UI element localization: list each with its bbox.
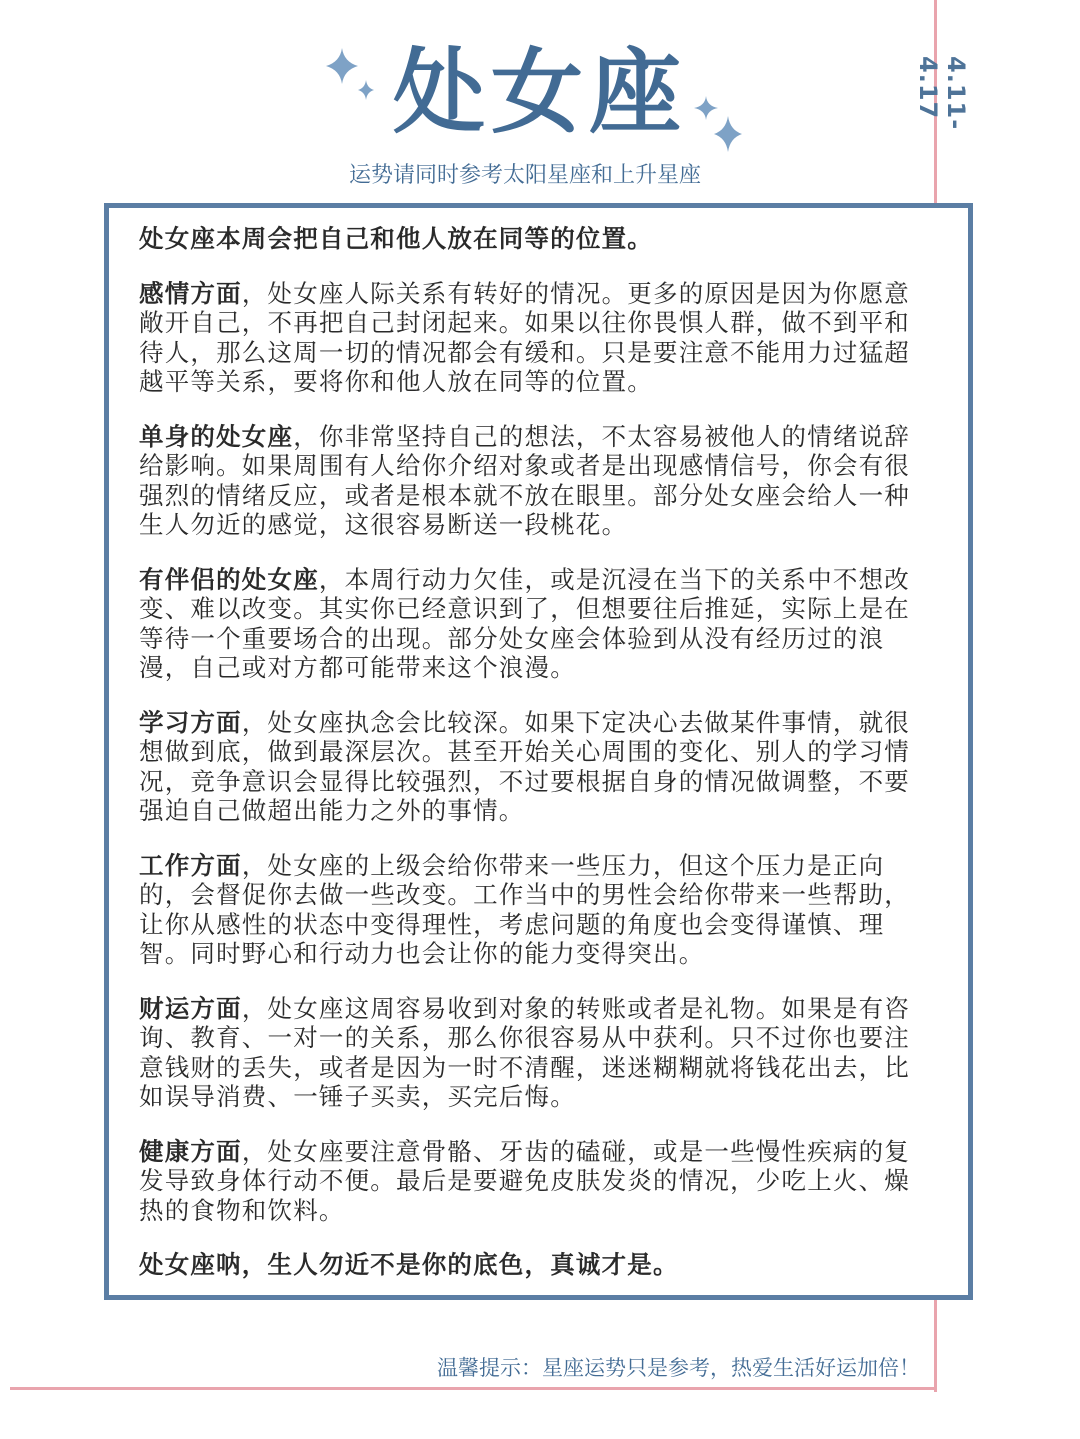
section-heading: 财运方面 xyxy=(139,993,242,1023)
section-text: ，处女座的上级会给你带来一些压力，但这个压力是正向的，会督促你去做一些改变。工作当中的男性会给你带来一些帮助，让你从感性的状态中变得理性，考虑问题的角度也会变得谨慎、理智。同时野心和行动力也会让你的能力变得突出。 xyxy=(139,850,910,968)
section-paragraph xyxy=(139,565,921,683)
section-paragraph xyxy=(139,994,921,1112)
section-text: ，处女座执念会比较深。如果下定决心去做某件事情，就很想做到底，做到最深层次。甚至开始关心周围的变化、别人的学习情况，竞争意识会显得比较强烈，不过要根据自身的情况做调整，不要强迫自己做超出能力之外的事情。 xyxy=(139,707,911,825)
section-text: ，你非常坚持自己的想法，不太容易被他人的情绪说辞给影响。如果周围有人给你介绍对象或者是出现感情信号，你会有很强烈的情绪反应，或者是根本就不放在眼里。部分处女座会给人一种生人勿近的感觉，这很容易断送一段桃花。 xyxy=(139,421,911,539)
section-text: ，处女座人际关系有转好的情况。更多的原因是因为你愿意敞开自己，不再把自己封闭起来。如果以往你畏惧人群，做不到平和待人，那么这周一切的情况都会有缓和。只是要注意不能用力过猛超越平等关系，要将你和他人放在同等的位置。 xyxy=(139,278,911,396)
section-text: ，处女座这周容易收到对象的转账或者是礼物。如果是有咨询、教育、一对一的关系，那么你很容易从中获利。只不过你也要注意钱财的丢失，或者是因为一时不清醒，迷迷糊糊就将钱花出去，比如误导消费、一锤子买卖，买完后悔。 xyxy=(139,993,911,1111)
intro-text: 处女座本周会把自己和他人放在同等的位置。 xyxy=(139,224,653,253)
section-text: ，本周行动力欠佳，或是沉浸在当下的关系中不想改变、难以改变。其实你已经意识到了，但想要往后推延，实际上是在等待一个重要场合的出现。部分处女座会体验到从没有经历过的浪漫，自己或对方都可能带来这个浪漫。 xyxy=(139,564,911,682)
sparkle-icon xyxy=(322,46,382,106)
section-heading: 单身的处女座 xyxy=(139,421,294,451)
section-heading: 学习方面 xyxy=(139,707,242,737)
horoscope-content xyxy=(139,224,921,1305)
section-heading: 感情方面 xyxy=(139,278,242,308)
section-text: ，处女座要注意骨骼、牙齿的磕碰，或是一些慢性疾病的复发导致身体行动不便。最后是要避免皮肤发炎的情况，少吃上火、燥热的食物和饮料。 xyxy=(139,1136,911,1225)
section-paragraph xyxy=(139,1137,921,1226)
closing-text: 处女座呐，生人勿近不是你的底色，真诚才是。 xyxy=(139,1250,679,1279)
section-paragraph xyxy=(139,279,921,397)
date-range: 4.11-4.17 xyxy=(914,56,970,131)
section-paragraph xyxy=(139,851,921,969)
section-heading: 健康方面 xyxy=(139,1136,242,1166)
page-title: 处女座 xyxy=(392,39,687,146)
subtitle: 运势请同时参考太阳星座和上升星座 xyxy=(348,163,701,188)
section-heading: 有伴侣的处女座 xyxy=(139,564,319,594)
section-paragraph xyxy=(139,708,921,826)
section-paragraph xyxy=(139,422,921,540)
closing-paragraph xyxy=(139,1250,921,1280)
section-heading: 工作方面 xyxy=(139,850,242,880)
content-box xyxy=(104,203,973,1300)
intro-paragraph xyxy=(139,224,921,254)
decorative-line-horizontal xyxy=(10,1387,937,1390)
footer-tip: 温馨提示：星座运势只是参考，热爱生活好运加倍！ xyxy=(437,1356,920,1380)
